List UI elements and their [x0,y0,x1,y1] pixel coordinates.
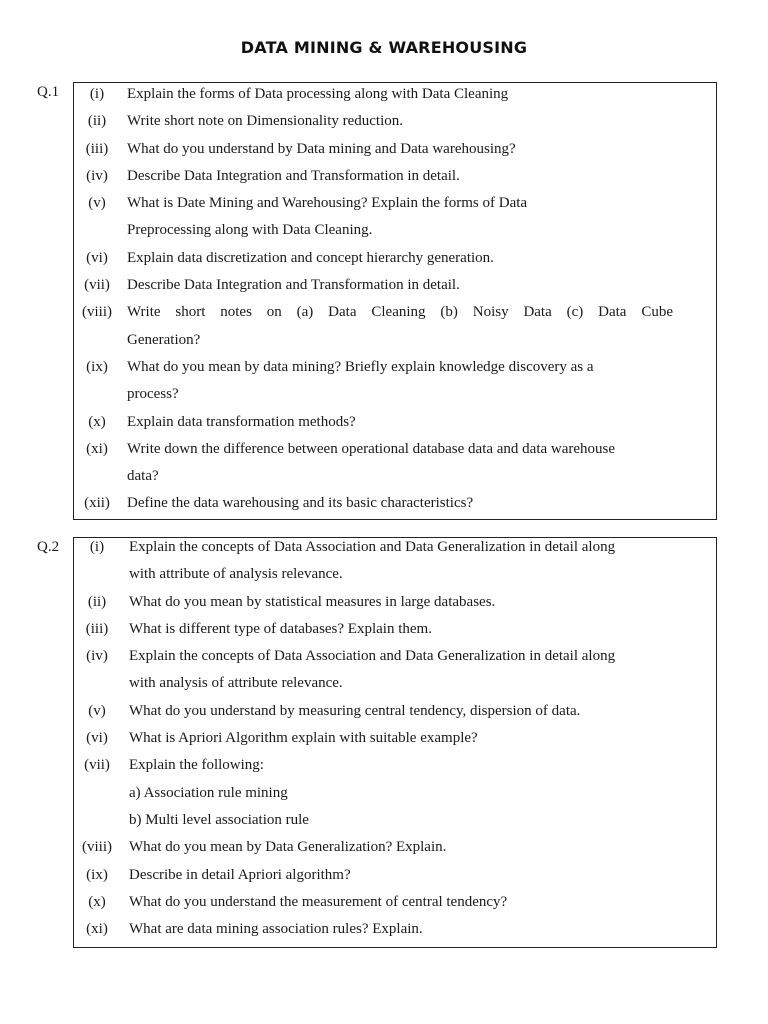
list-item [74,807,716,834]
item-text: a) Association rule mining [129,784,288,801]
item-number: (v) [88,195,106,212]
list-item [74,354,716,381]
item-text: with analysis of attribute relevance. [129,675,343,692]
item-number: (xii) [84,495,110,512]
item-text: What do you mean by statistical measures in large databases. [129,593,496,610]
item-number: (x) [88,893,106,910]
item-number: (viii) [82,304,112,321]
item-text: data? [127,468,159,485]
list-item [74,217,716,244]
item-number: (xi) [86,440,108,457]
item-number: (ii) [87,113,107,130]
list-item [74,725,716,752]
item-number: (iii) [85,620,109,637]
item-number: (viii) [82,839,112,856]
item-text: process? [127,386,179,403]
item-number: (vii) [84,757,110,774]
list-item [74,436,716,463]
page-title: DATA MINING & WAREHOUSING [240,38,528,57]
list-item [74,534,716,561]
list-item [74,299,716,326]
item-text: Generation? [127,331,201,348]
list-item [74,272,716,299]
question-2-label: Q.2 [37,539,60,555]
list-item [74,245,716,272]
item-text: Explain the following: [129,757,264,774]
list-item [74,589,716,616]
item-text: What is Apriori Algorithm explain with suitable example? [129,730,478,747]
item-text: What do you understand by measuring central tendency, dispersion of data. [129,702,581,719]
item-text: Write short note on Dimensionality reduction. [127,113,404,130]
item-text: b) Multi level association rule [129,811,309,828]
list-item [74,136,716,163]
item-text: Explain data discretization and concept hierarchy generation. [127,249,494,266]
list-item [74,698,716,725]
item-text: What do you understand by Data mining and Data warehousing? [127,140,516,157]
item-number: (ix) [86,358,108,375]
question-2-box [73,537,717,948]
item-number: (v) [88,702,106,719]
list-item [74,834,716,861]
item-number: (ix) [86,866,108,883]
list-item [74,780,716,807]
item-text: Explain the forms of Data processing along with Data Cleaning [127,86,509,102]
item-text: Explain the concepts of Data Association and Data Generalization in detail along [129,648,616,665]
item-number: (iii) [85,140,109,157]
question-1-box [73,82,717,520]
item-number: (vi) [86,249,108,266]
list-item [74,81,716,108]
question-1-label: Q.1 [37,84,60,100]
item-number: (vi) [86,730,108,747]
list-item [74,752,716,779]
list-item [74,490,716,517]
question-1-list [74,81,716,518]
item-number: (iv) [86,167,108,184]
list-item [74,889,716,916]
item-number: (iv) [86,648,108,665]
list-item [74,643,716,670]
item-text: Describe in detail Apriori algorithm? [129,866,351,883]
list-item [74,616,716,643]
list-item [74,862,716,889]
item-number: (i) [89,539,105,555]
item-text: Define the data warehousing and its basic characteristics? [127,495,474,512]
item-text: Explain data transformation methods? [127,413,356,430]
item-text: Describe Data Integration and Transformation in detail. [127,277,460,294]
question-2-list [74,534,716,943]
item-text: What do you understand the measurement of central tendency? [129,893,508,910]
list-item [74,916,716,943]
list-item [74,670,716,697]
list-item [74,108,716,135]
item-number: (ii) [87,593,107,610]
item-text: Write short notes on (a) Data Cleaning (b) Noisy Data (c) Data Cube [127,304,673,321]
item-text: Write down the difference between operational database data and data warehouse [127,440,616,457]
item-text: What do you mean by Data Generalization? Explain. [129,839,447,856]
item-text: with attribute of analysis relevance. [129,566,343,583]
item-text: What is different type of databases? Explain them. [129,620,432,637]
list-item [74,327,716,354]
list-item [74,409,716,436]
item-text: Explain the concepts of Data Association and Data Generalization in detail along [129,539,616,555]
list-item [74,463,716,490]
list-item [74,163,716,190]
item-text: Describe Data Integration and Transformation in detail. [127,167,460,184]
item-text: What do you mean by data mining? Briefly explain knowledge discovery as a [127,358,594,375]
item-number: (vii) [84,277,110,294]
item-text: What is Date Mining and Warehousing? Explain the forms of Data [127,195,528,212]
item-number: (x) [88,413,106,430]
item-text: What are data mining association rules? Explain. [129,921,423,938]
list-item [74,381,716,408]
item-text: Preprocessing along with Data Cleaning. [127,222,373,239]
item-number: (i) [89,86,105,102]
item-number: (xi) [86,921,108,938]
list-item [74,561,716,588]
list-item [74,190,716,217]
